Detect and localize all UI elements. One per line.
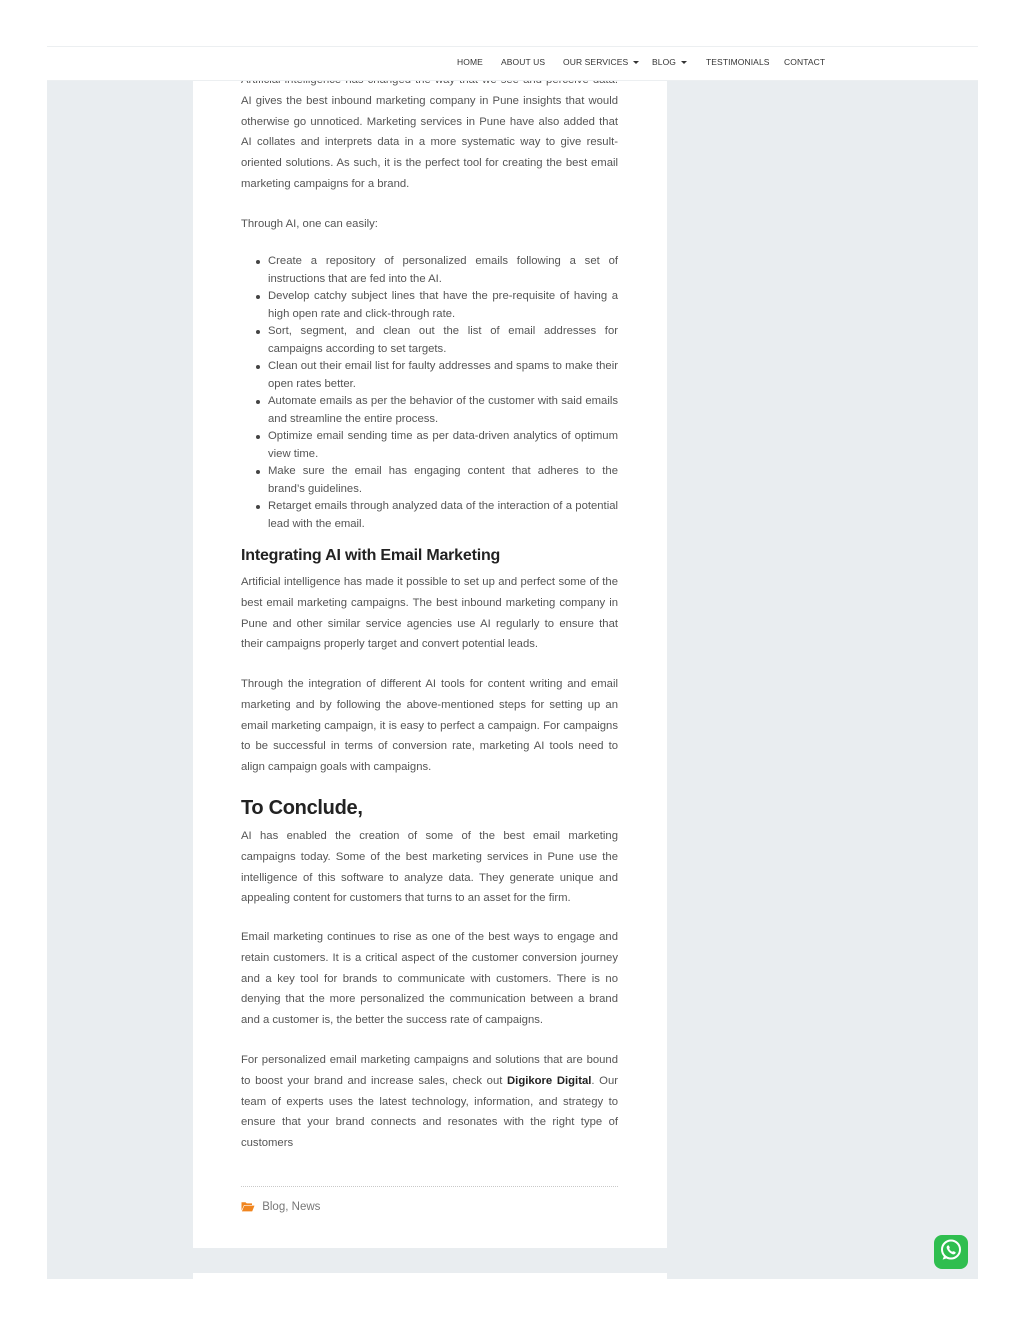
- category-separator: ,: [285, 1201, 289, 1213]
- list-item: Automate emails as per the behavior of the customer with said emails and streamline the entire process.: [241, 393, 618, 428]
- list-item: Sort, segment, and clean out the list of email addresses for campaigns according to set targets.: [241, 323, 618, 358]
- list-item: Retarget emails through analyzed data of the interaction of a potential lead with the email.: [241, 498, 618, 533]
- main-navigation: [0, 57, 1024, 71]
- integrating-paragraph-2: Through the integration of different AI tools for content writing and email marketing and by following the above-mentioned steps for setting up an email marketing campaign, it is easy to perfect a campaign. For campaigns to be successful in terms of conversion rate, marketing AI tools need to align campaign goals with campaigns.: [241, 678, 618, 774]
- article-card: [193, 81, 667, 1248]
- whatsapp-chat-button[interactable]: [934, 1235, 968, 1269]
- nav-item-home[interactable]: HOME: [457, 57, 483, 67]
- ai-capabilities-list: [241, 253, 618, 533]
- list-item: Clean out their email list for faulty addresses and spams to make their open rates better.: [241, 358, 618, 393]
- through-ai-paragraph: Through AI, one can easily:: [241, 218, 378, 230]
- list-item: Make sure the email has engaging content that adheres to the brand’s guidelines.: [241, 463, 618, 498]
- nav-item-label: OUR SERVICES: [563, 57, 629, 67]
- nav-item-about-us[interactable]: ABOUT US: [501, 57, 546, 67]
- list-item: Optimize email sending time as per data-driven analytics of optimum view time.: [241, 428, 618, 463]
- conclude-paragraph-1: AI has enabled the creation of some of the best email marketing campaigns today. Some of the best marketing services in Pune use the intelligence of this software to analyze data. They generate unique and appealing content for customers that turns to an asset for the firm.: [241, 830, 618, 905]
- nav-item-label: BLOG: [652, 57, 677, 67]
- nav-item-contact[interactable]: CONTACT: [784, 57, 826, 67]
- heading-integrating-ai: Integrating AI with Email Marketing: [241, 547, 501, 564]
- category-link-blog[interactable]: Blog: [262, 1201, 286, 1213]
- nav-item-testimonials[interactable]: TESTIMONIALS: [706, 57, 770, 67]
- post-categories: [241, 1201, 320, 1215]
- folder-open-icon: [241, 1201, 255, 1215]
- heading-to-conclude: To Conclude,: [241, 797, 363, 819]
- caret-down-icon: [633, 61, 639, 64]
- integrating-paragraph-1: Artificial intelligence has made it possible to set up and perfect some of the best email marketing campaigns. The best inbound marketing company in Pune and other similar service agencies use AI regularly to ensure that their campaigns properly target and convert potential leads.: [241, 576, 618, 651]
- nav-item-blog[interactable]: [652, 57, 687, 67]
- caret-down-icon: [681, 61, 687, 64]
- conclude-paragraph-3: [241, 1050, 618, 1154]
- nav-item-our-services[interactable]: [563, 57, 639, 67]
- category-link-news[interactable]: News: [291, 1201, 321, 1213]
- digikore-digital-link[interactable]: Digikore Digital: [507, 1074, 592, 1087]
- whatsapp-icon: [939, 1238, 963, 1267]
- next-article-card: [193, 1273, 667, 1279]
- conclude-text-start: For personalized email marketing campaigns and solutions that are bound to boost your brand and increase sales, check out: [241, 1054, 618, 1087]
- intro-paragraph: AI gives the best inbound marketing company in Pune insights that would otherwise go unnoticed. Marketing services in Pune have also added that AI collates and interprets data in a more systematic way to give result-oriented solutions. As such, it is the perfect tool for creating the best email marketing campaigns for a brand.: [241, 94, 618, 190]
- conclude-text-end: . Our team of experts uses the latest technology, information, and strategy to ensure that your brand connects and resonates with the right type of customers: [241, 1074, 619, 1150]
- article-footer-divider: [241, 1186, 618, 1187]
- list-item: Develop catchy subject lines that have the pre-requisite of having a high open rate and click-through rate.: [241, 288, 618, 323]
- conclude-paragraph-2: Email marketing continues to rise as one of the best ways to engage and retain customers. It is a critical aspect of the customer conversion journey and a key tool for brands to communicate with customers. There is no denying that the more personalized the communication between a brand and a customer is, the better the success rate of campaigns.: [241, 931, 618, 1027]
- list-item: Create a repository of personalized emails following a set of instructions that are fed into the AI.: [241, 253, 618, 288]
